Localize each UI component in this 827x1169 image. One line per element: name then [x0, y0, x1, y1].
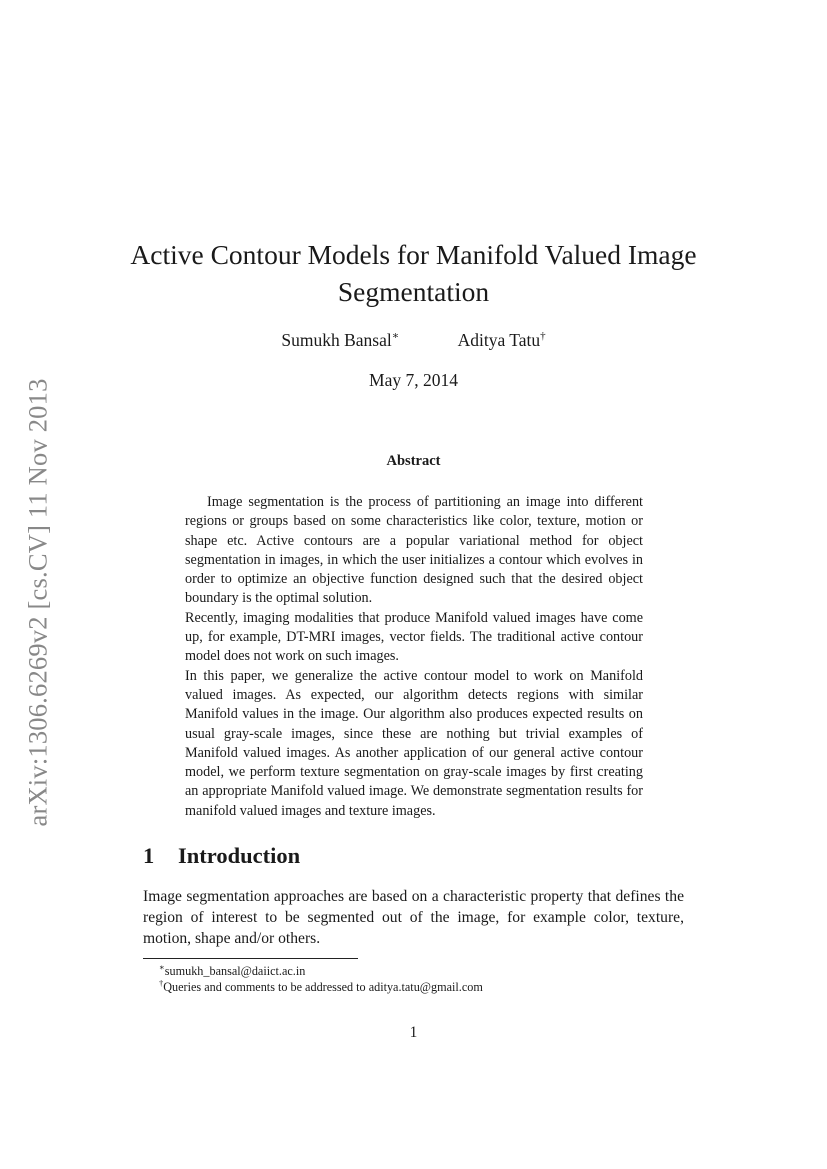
- footnote: [159, 962, 305, 979]
- paper-title: Active Contour Models for Manifold Valued Image Segmentation: [130, 239, 697, 307]
- section-heading: [143, 843, 300, 869]
- intro-paragraph: Image segmentation approaches are based on a characteristic property that defines the region of interest to be segmented out of the image, for example color, texture, motion, shape and/or others.: [143, 888, 684, 947]
- section-title: Introduction: [178, 843, 301, 868]
- footnote-rule: [143, 958, 358, 959]
- footnote-text: sumukh_bansal@daiict.ac.in: [164, 964, 306, 979]
- abstract-body: [185, 493, 643, 821]
- author-list: [0, 329, 827, 351]
- abstract-paragraph: Recently, imaging modalities that produce Manifold valued images have come up, for example, DT-MRI images, vector fields. The traditional active contour model does not work on such images.: [185, 609, 643, 665]
- footnote-mark: †: [159, 978, 164, 988]
- author-name: Sumukh Bansal: [281, 329, 392, 350]
- abstract-paragraph: Image segmentation is the process of partitioning an image into different regions or groups based on some characteristics like color, texture, motion or shape etc. Active contours are a popular variational method for object segmentation in images, in which the user initializes a contour which evolves in order to optimize an objective function designed such that the desired object boundary is the optimal solution.: [185, 494, 643, 607]
- author-mark: †: [540, 330, 546, 342]
- section-number: 1: [143, 843, 155, 868]
- page-number: 1: [409, 1024, 418, 1041]
- arxiv-stamp: [20, 365, 56, 840]
- footnote: [159, 978, 483, 995]
- arxiv-stamp-text: arXiv:1306.6269v2 [cs.CV] 11 Nov 2013: [22, 378, 53, 827]
- footnote-text: Queries and comments to be addressed to aditya.tatu@gmail.com: [163, 980, 483, 995]
- author-mark: ∗: [391, 330, 400, 342]
- paper-date: May 7, 2014: [369, 370, 458, 390]
- abstract-paragraph: In this paper, we generalize the active contour model to work on Manifold valued images. As expected, our algorithm detects regions with similar Manifold values in the image. Our algorithm also produces expected results on usual gray-scale images, since these are nothing but trivial examples of Manifold valued images. As another application of our general active contour model, we perform texture segmentation on gray-scale images by first creating an appropriate Manifold valued image. We demonstrate segmentation results for manifold valued images and texture images.: [185, 667, 643, 819]
- author: [458, 330, 546, 351]
- author: [281, 329, 399, 351]
- author-name: Aditya Tatu: [457, 329, 541, 350]
- abstract-heading: Abstract: [386, 453, 441, 469]
- footnote-mark: ∗: [159, 962, 165, 972]
